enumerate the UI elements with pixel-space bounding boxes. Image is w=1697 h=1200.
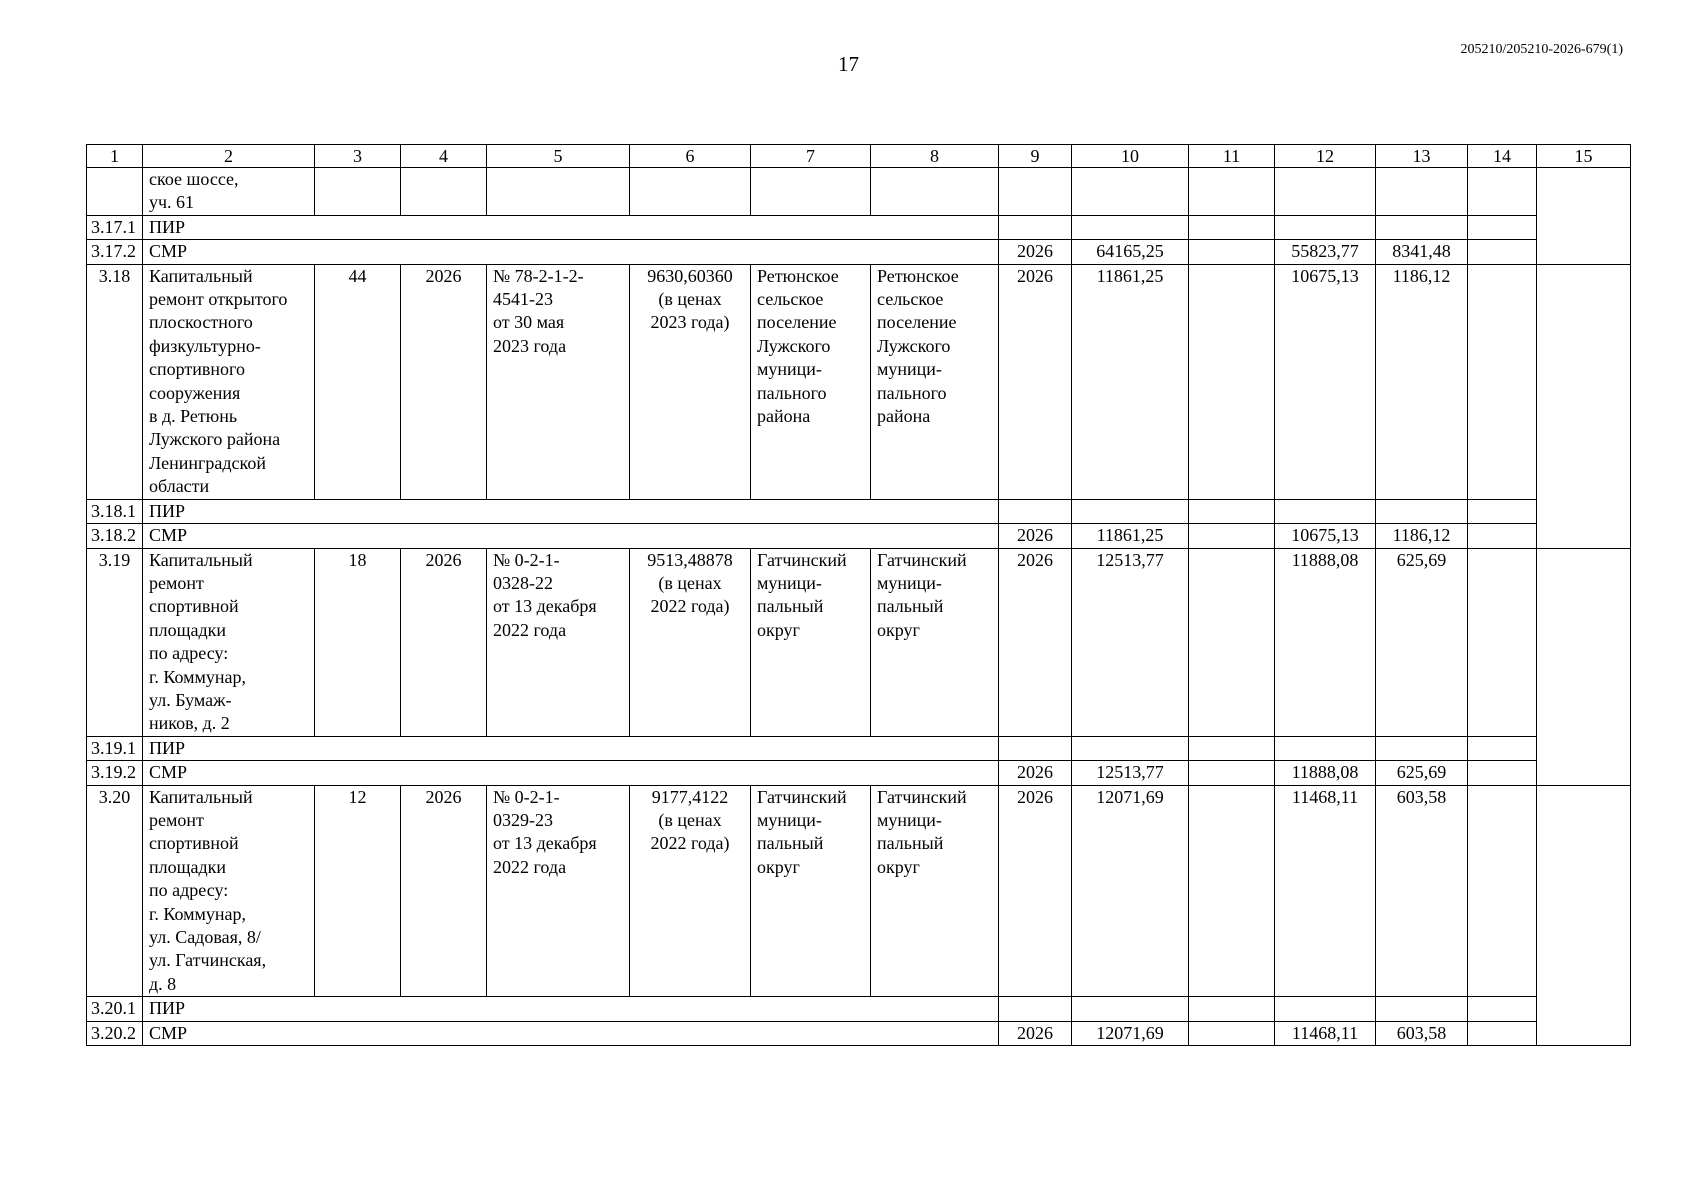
- customer: Гатчинский муници- пальный округ: [871, 785, 999, 997]
- stage-col14: [1468, 1021, 1537, 1045]
- stage-col14: [1468, 240, 1537, 264]
- stage-regional: 11468,11: [1275, 1021, 1376, 1045]
- regional-budget: 11888,08: [1275, 548, 1376, 736]
- stage-label: СМР: [143, 1021, 999, 1045]
- stage-col11: [1189, 240, 1275, 264]
- object-capacity: 12: [315, 785, 401, 997]
- stage-col11: [1189, 736, 1275, 760]
- stage-label: СМР: [143, 524, 999, 548]
- column-header: 4: [401, 145, 487, 168]
- stage-col11: [1189, 215, 1275, 239]
- stage-regional: [1275, 997, 1376, 1021]
- stage-local: [1376, 997, 1468, 1021]
- page-number: 17: [838, 52, 859, 76]
- stage-number: 3.20.1: [87, 997, 143, 1021]
- column-header: 5: [487, 145, 630, 168]
- expertise-conclusion: № 0-2-1- 0328-22 от 13 декабря 2022 года: [487, 548, 630, 736]
- stage-year: 2026: [999, 524, 1072, 548]
- program-table: [86, 144, 1631, 1046]
- stage-number: 3.19.2: [87, 761, 143, 785]
- total-amount: 11861,25: [1072, 264, 1189, 499]
- local-budget: 1186,12: [1376, 264, 1468, 499]
- estimated-cost: 9513,48878 (в ценах 2022 года): [630, 548, 751, 736]
- stage-number: 3.17.2: [87, 240, 143, 264]
- stage-row: [87, 240, 1631, 264]
- customer: Ретюнское сельское поселение Лужского муници- пального района: [871, 264, 999, 499]
- total-amount: 12071,69: [1072, 785, 1189, 997]
- document-id: 205210/205210-2026-679(1): [1460, 42, 1623, 57]
- stage-col11: [1189, 1021, 1275, 1045]
- object-name: Капитальный ремонт спортивной площадки по адресу: г. Коммунар, ул. Садовая, 8/ ул. Гатчинская, д. 8: [143, 785, 315, 997]
- object-year: 2026: [401, 785, 487, 997]
- stage-row: [87, 215, 1631, 239]
- object-row: [87, 785, 1631, 997]
- stage-col11: [1189, 524, 1275, 548]
- stage-total: [1072, 215, 1189, 239]
- stage-label: ПИР: [143, 736, 999, 760]
- stage-label: ПИР: [143, 997, 999, 1021]
- total-amount: 12513,77: [1072, 548, 1189, 736]
- stage-local: 1186,12: [1376, 524, 1468, 548]
- owner: Ретюнское сельское поселение Лужского муници- пального района: [751, 264, 871, 499]
- stage-number: 3.20.2: [87, 1021, 143, 1045]
- stage-local: [1376, 215, 1468, 239]
- stage-total: 11861,25: [1072, 524, 1189, 548]
- column-header: 15: [1537, 145, 1631, 168]
- estimated-cost: 9177,4122 (в ценах 2022 года): [630, 785, 751, 997]
- stage-regional: [1275, 215, 1376, 239]
- stage-col15: [1537, 240, 1631, 264]
- stage-local: [1376, 499, 1468, 523]
- stage-year: [999, 997, 1072, 1021]
- stage-local: 8341,48: [1376, 240, 1468, 264]
- stage-col11: [1189, 761, 1275, 785]
- object-name-continued: ское шоссе, уч. 61: [143, 168, 315, 216]
- stage-col15: [1537, 1021, 1631, 1045]
- col11: [1189, 264, 1275, 499]
- object-name: Капитальный ремонт открытого плоскостного физкультурно- спортивного сооружения в д. Ретюнь Лужского района Ленинградской области: [143, 264, 315, 499]
- stage-total: [1072, 997, 1189, 1021]
- local-budget: 603,58: [1376, 785, 1468, 997]
- col15: [1537, 264, 1631, 499]
- col11: [1189, 785, 1275, 997]
- column-number-row: [87, 145, 1631, 168]
- stage-col15: [1537, 736, 1631, 760]
- stage-col14: [1468, 215, 1537, 239]
- stage-label: СМР: [143, 761, 999, 785]
- stage-regional: [1275, 499, 1376, 523]
- object-row: [87, 548, 1631, 736]
- stage-col15: [1537, 761, 1631, 785]
- column-header: 6: [630, 145, 751, 168]
- object-number: 3.19: [87, 548, 143, 736]
- col14: [1468, 264, 1537, 499]
- stage-number: 3.18.1: [87, 499, 143, 523]
- stage-year: 2026: [999, 761, 1072, 785]
- column-header: 12: [1275, 145, 1376, 168]
- column-header: 7: [751, 145, 871, 168]
- stage-regional: 10675,13: [1275, 524, 1376, 548]
- stage-row: [87, 997, 1631, 1021]
- stage-regional: 11888,08: [1275, 761, 1376, 785]
- stage-row: [87, 761, 1631, 785]
- stage-total: [1072, 736, 1189, 760]
- col15: [1537, 548, 1631, 736]
- column-header: 3: [315, 145, 401, 168]
- column-header: 9: [999, 145, 1072, 168]
- stage-col11: [1189, 499, 1275, 523]
- funding-year: 2026: [999, 264, 1072, 499]
- stage-year: [999, 499, 1072, 523]
- column-header: 2: [143, 145, 315, 168]
- col14: [1468, 785, 1537, 997]
- object-capacity: 44: [315, 264, 401, 499]
- stage-number: 3.19.1: [87, 736, 143, 760]
- customer: Гатчинский муници- пальный округ: [871, 548, 999, 736]
- expertise-conclusion: № 78-2-1-2- 4541-23 от 30 мая 2023 года: [487, 264, 630, 499]
- stage-regional: 55823,77: [1275, 240, 1376, 264]
- column-header: 1: [87, 145, 143, 168]
- stage-label: ПИР: [143, 499, 999, 523]
- stage-col14: [1468, 499, 1537, 523]
- stage-number: 3.18.2: [87, 524, 143, 548]
- stage-col15: [1537, 215, 1631, 239]
- stage-local: 625,69: [1376, 761, 1468, 785]
- stage-local: [1376, 736, 1468, 760]
- stage-label: ПИР: [143, 215, 999, 239]
- object-year: 2026: [401, 548, 487, 736]
- owner: Гатчинский муници- пальный округ: [751, 785, 871, 997]
- object-number: 3.20: [87, 785, 143, 997]
- stage-regional: [1275, 736, 1376, 760]
- object-number: 3.18: [87, 264, 143, 499]
- object-capacity: 18: [315, 548, 401, 736]
- estimated-cost: 9630,60360 (в ценах 2023 года): [630, 264, 751, 499]
- stage-year: [999, 215, 1072, 239]
- stage-local: 603,58: [1376, 1021, 1468, 1045]
- funding-year: 2026: [999, 785, 1072, 997]
- funding-year: 2026: [999, 548, 1072, 736]
- stage-col11: [1189, 997, 1275, 1021]
- continued-row: [87, 168, 1631, 216]
- stage-row: [87, 499, 1631, 523]
- column-header: 10: [1072, 145, 1189, 168]
- stage-col15: [1537, 524, 1631, 548]
- stage-col14: [1468, 761, 1537, 785]
- stage-total: 12513,77: [1072, 761, 1189, 785]
- stage-total: [1072, 499, 1189, 523]
- stage-col15: [1537, 997, 1631, 1021]
- owner: Гатчинский муници- пальный округ: [751, 548, 871, 736]
- regional-budget: 11468,11: [1275, 785, 1376, 997]
- col14: [1468, 548, 1537, 736]
- expertise-conclusion: № 0-2-1- 0329-23 от 13 декабря 2022 года: [487, 785, 630, 997]
- object-name: Капитальный ремонт спортивной площадки по адресу: г. Коммунар, ул. Бумаж- ников, д. 2: [143, 548, 315, 736]
- column-header: 8: [871, 145, 999, 168]
- stage-row: [87, 524, 1631, 548]
- stage-col14: [1468, 736, 1537, 760]
- stage-row: [87, 736, 1631, 760]
- stage-label: СМР: [143, 240, 999, 264]
- local-budget: 625,69: [1376, 548, 1468, 736]
- stage-year: 2026: [999, 1021, 1072, 1045]
- stage-row: [87, 1021, 1631, 1045]
- object-year: 2026: [401, 264, 487, 499]
- stage-total: 12071,69: [1072, 1021, 1189, 1045]
- stage-number: 3.17.1: [87, 215, 143, 239]
- regional-budget: 10675,13: [1275, 264, 1376, 499]
- stage-col15: [1537, 499, 1631, 523]
- column-header: 11: [1189, 145, 1275, 168]
- col11: [1189, 548, 1275, 736]
- stage-col14: [1468, 524, 1537, 548]
- column-header: 14: [1468, 145, 1537, 168]
- stage-col14: [1468, 997, 1537, 1021]
- col15: [1537, 785, 1631, 997]
- column-header: 13: [1376, 145, 1468, 168]
- stage-year: 2026: [999, 240, 1072, 264]
- object-row: [87, 264, 1631, 499]
- stage-total: 64165,25: [1072, 240, 1189, 264]
- stage-year: [999, 736, 1072, 760]
